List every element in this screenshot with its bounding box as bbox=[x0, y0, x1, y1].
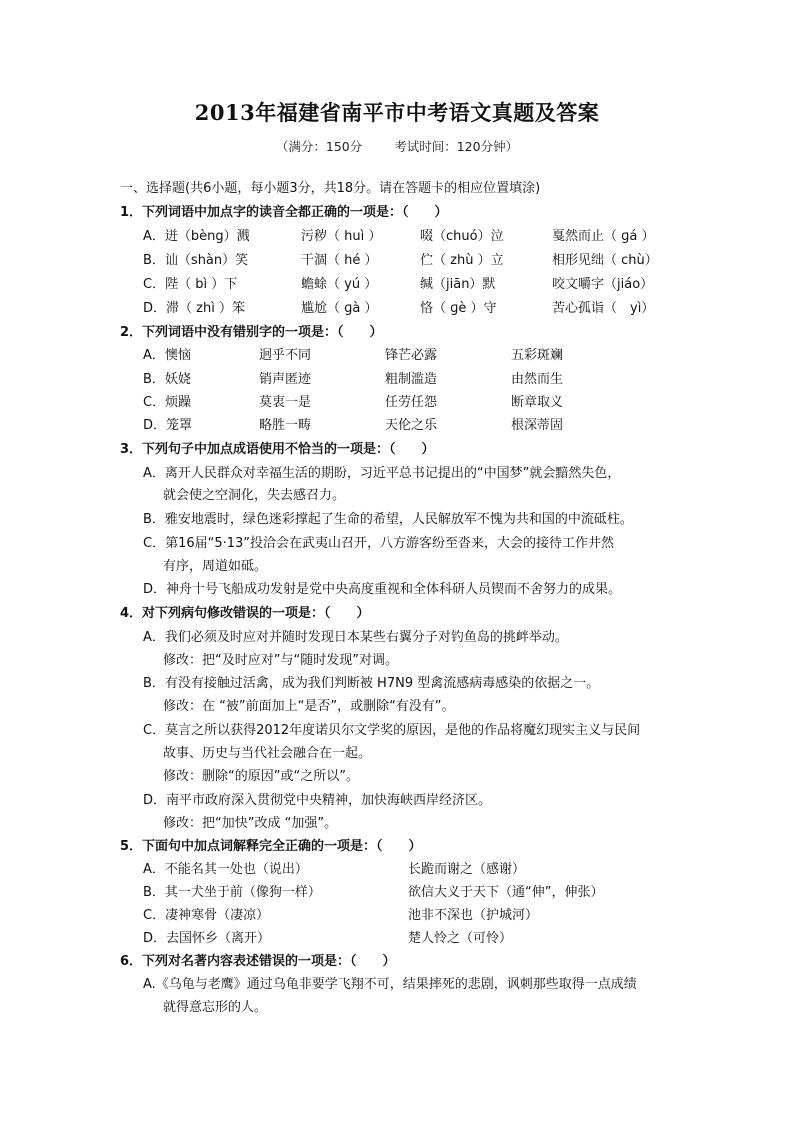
q2-d-4: 根深蒂固 bbox=[511, 418, 564, 433]
q4-option-c-fix: 修改：删除“的原因”或“之所以”。 bbox=[163, 769, 359, 784]
q2-b-2: 销声匿迹 bbox=[259, 372, 312, 387]
q1-b-1: B．讪（shàn）笑 bbox=[143, 253, 249, 268]
q2-d-2: 略胜一畴 bbox=[259, 418, 312, 433]
q6-option-a: A.《乌龟与老鹰》通过乌龟非要学飞翔不可，结果摔死的悲剧，讽刺那些取得一点成绩 bbox=[143, 977, 637, 992]
question-5: 5．下面句中加点词解释完全正确的一项是：（ ） bbox=[120, 839, 422, 854]
q1-d-1: D．滞（ zhì ）笨 bbox=[143, 301, 245, 316]
question-2: 2．下列词语中没有错别字的一项是：（ ） bbox=[120, 325, 383, 340]
q1-c-1: C．陛（ bì ）下 bbox=[143, 277, 238, 292]
q4-option-b: B．有没有接触过活禽，成为我们判断被 H7N9 型禽流感病毒感染的依据之一。 bbox=[143, 676, 600, 691]
q2-c-4: 断章取义 bbox=[511, 395, 564, 410]
q5-b-1: B．其一犬坐于前（像狗一样） bbox=[143, 885, 321, 900]
q2-a-2: 迥乎不同 bbox=[259, 348, 312, 363]
q4-option-d: D．南平市政府深入贯彻党中央精神，加快海峡西岸经济区。 bbox=[143, 793, 492, 808]
q4-option-d-fix: 修改：把“加快”改成 “加强”。 bbox=[163, 816, 338, 831]
question-6: 6．下列对名著内容表述错误的一项是：（ ） bbox=[120, 954, 396, 969]
exam-time: 考试时间：120分钟） bbox=[394, 139, 519, 154]
q5-a-1: A．不能名其一处也（说出） bbox=[143, 862, 308, 877]
q1-c-4: 咬文嚼字（jiáo） bbox=[552, 277, 654, 292]
q5-d-1: D．去国怀乡（离开） bbox=[143, 931, 271, 946]
question-3: 3．下列句子中加点成语使用不恰当的一项是：（ ） bbox=[120, 442, 435, 457]
q4-option-c-cont: 故事、历史与当代社会融合在一起。 bbox=[163, 746, 372, 761]
q5-b-2: 欲信大义于天下（通“伸”，伸张） bbox=[408, 885, 604, 900]
q5-c-1: C．凄神寒骨（凄凉） bbox=[143, 908, 270, 923]
q1-a-3: 啜（chuó）泣 bbox=[420, 229, 504, 244]
q1-b-2: 干涸（ hé ） bbox=[301, 253, 378, 268]
question-4: 4．对下列病句修改错误的一项是：（ ） bbox=[120, 606, 370, 621]
q1-a-4: 戛然而止（ ɡá ） bbox=[552, 229, 655, 244]
q2-b-3: 粗制滥造 bbox=[385, 372, 438, 387]
q1-d-2: 尴尬（ ɡà ） bbox=[301, 301, 378, 316]
q1-a-2: 污秽（ huì ） bbox=[301, 229, 382, 244]
q1-b-3: 伫（ zhù ）立 bbox=[420, 253, 504, 268]
section-heading: 一、选择题(共6小题，每小题3分，共18分。请在答题卡的相应位置填涂) bbox=[120, 181, 541, 196]
q2-d-1: D．笼罩 bbox=[143, 418, 193, 433]
q5-a-2: 长跪而谢之（感谢） bbox=[408, 862, 526, 877]
q1-d-3: 恪（ ɡè ）守 bbox=[420, 301, 497, 316]
q1-c-2: 蟾蜍（ yú ） bbox=[301, 277, 378, 292]
question-1: 1．下列词语中加点字的读音全都正确的一项是：（ ） bbox=[120, 205, 448, 220]
q2-a-4: 五彩斑斓 bbox=[511, 348, 564, 363]
full-score: （满分：150分 bbox=[275, 139, 363, 154]
q1-b-4: 相形见绌（ chù） bbox=[552, 253, 658, 268]
q3-option-c-cont: 有序，周道如砥。 bbox=[163, 559, 268, 574]
q3-option-b: B．雅安地震时，绿色迷彩撑起了生命的希望，人民解放军不愧为共和国的中流砥柱。 bbox=[143, 512, 633, 527]
q4-option-b-fix: 修改：在 “被”前面加上“是否”，或删除“有没有”。 bbox=[163, 699, 455, 714]
q2-a-1: A．懊恼 bbox=[143, 348, 191, 363]
q1-d-4: 苦心孤诣（ yì） bbox=[552, 301, 655, 316]
q4-option-c: C．莫言之所以获得2012年度诺贝尔文学奖的原因，是他的作品将魔幻现实主义与民间 bbox=[143, 723, 641, 738]
q3-option-a: A．离开人民群众对幸福生活的期盼，习近平总书记提出的“中国梦”就会黯然失色， bbox=[143, 466, 621, 481]
q4-option-a-fix: 修改：把“及时应对”与“随时发现”对调。 bbox=[163, 653, 398, 668]
q4-option-a: A．我们必须及时应对并随时发现日本某些右翼分子对钓鱼岛的挑衅举动。 bbox=[143, 630, 568, 645]
q1-c-3: 缄（jiān）默 bbox=[420, 277, 496, 292]
q5-d-2: 楚人怜之（可怜） bbox=[408, 931, 513, 946]
q3-option-a-cont: 就会使之空洞化，失去感召力。 bbox=[163, 488, 346, 503]
q3-option-d: D．神舟十号飞船成功发射是党中央高度重视和全体科研人员锲而不舍努力的成果。 bbox=[143, 582, 622, 597]
q6-option-a-cont: 就得意忘形的人。 bbox=[163, 1000, 268, 1015]
page-title: 2013年福建省南平市中考语文真题及答案 bbox=[194, 100, 600, 125]
q2-a-3: 锋芒必露 bbox=[385, 348, 438, 363]
q5-c-2: 池非不深也（护城河） bbox=[408, 908, 539, 923]
q1-a-1: A．迸（bèng）溅 bbox=[143, 229, 250, 244]
q2-b-1: B．妖娆 bbox=[143, 372, 191, 387]
q2-c-2: 莫衷一是 bbox=[259, 395, 312, 410]
q2-b-4: 由然而生 bbox=[511, 372, 564, 387]
q2-c-1: C．烦躁 bbox=[143, 395, 192, 410]
exam-info bbox=[0, 137, 794, 155]
q3-option-c: C．第16届“5·13”投洽会在武夷山召开，八方游客纷至沓来，大会的接待工作井然 bbox=[143, 536, 615, 551]
q2-c-3: 任劳任怨 bbox=[385, 395, 438, 410]
q2-d-3: 天伦之乐 bbox=[385, 418, 438, 433]
